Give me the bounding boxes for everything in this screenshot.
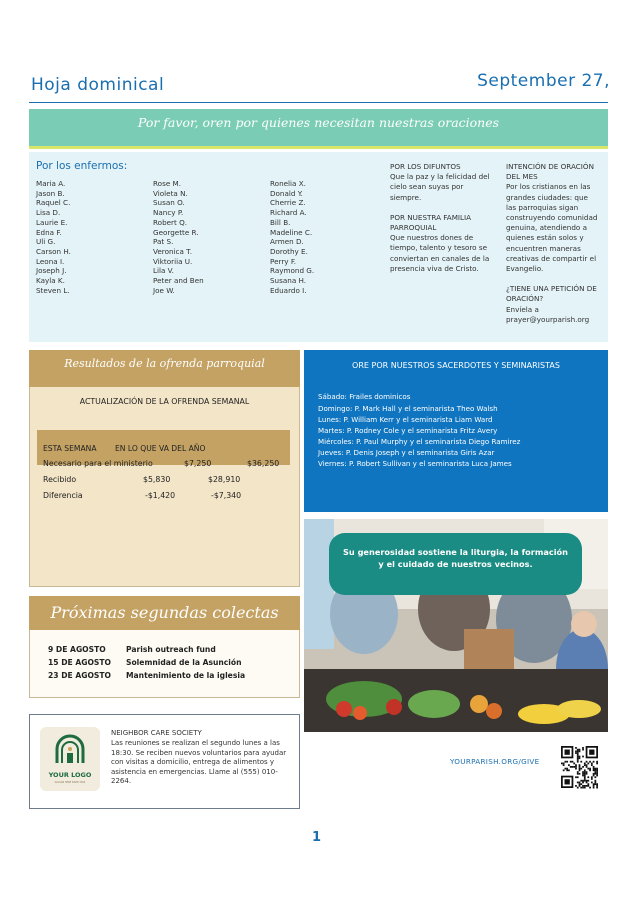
priest-schedule-line: Martes: P. Rodney Cole y el seminarista Fritz Avery [318,426,498,435]
sick-name: Peter and Ben [153,276,204,286]
sick-name: Laurie E. [36,217,68,227]
sick-name: Rose M. [153,179,182,188]
collection-date: 15 DE AGOSTO [48,658,112,667]
qr-code-icon[interactable] [561,746,598,788]
intention-block [506,162,598,324]
offering-row-label: Diferencia [43,491,83,500]
sick-name: Viktoriia U. [153,256,193,266]
sick-name: Nancy P. [153,208,184,218]
society-logo [40,727,100,791]
sick-name: Perry F. [270,256,297,266]
priest-schedule-line: Sábado: Frailes dominicos [318,392,411,401]
sick-name: Joseph J. [36,266,67,276]
sick-list-title: Por los enfermos: [36,160,128,172]
sick-names-column-3 [270,179,380,295]
sick-name: Donald Y. [270,188,303,198]
society-body: Las reuniones se realizan el segundo lunes a las 18:30. Se reciben nuevos voluntarios para ayudar con visitas a domicilio, entrega de alimentos y asistencia en emergencias. Llame al (555) 010-2264. [111,739,287,786]
priest-schedule-line: Viernes: P. Robert Sullivan y el seminarista Luca James [318,459,512,468]
header-divider [29,102,608,103]
logo-text: YOUR LOGO [48,771,92,779]
collection-name: Mantenimiento de la iglesia [126,671,246,680]
intention-text: Por los cristianos en las grandes ciudades: que las parroquias sigan construyendo comunidad genuina, atendiendo a quienes están solos y encuentren maneras creativas de compartir el Evangelio. [506,182,598,274]
sick-name: Maria A. [36,179,66,188]
family-text: Que nuestros dones de tiempo, talento y tesoro se conviertan en canales de la presencia viva de Cristo. [390,233,490,273]
collection-name: Solemnidad de la Asunción [126,658,242,667]
sick-name: Kayla K. [36,276,65,286]
offering-row-week: $5,830 [143,475,171,484]
departed-block [390,162,490,274]
request-text: Envíela a prayer@yourparish.org [506,304,590,324]
departed-text: Que la paz y la felicidad del cielo sean suyas por siempre. [390,172,490,202]
sick-name: Lila V. [153,266,174,276]
sick-name: Georgette R. [153,227,199,237]
intention-title: INTENCIÓN DE ORACIÓN DEL MES [506,162,594,182]
offering-row-ytd: $28,910 [208,475,241,484]
sick-name: Pat S. [153,237,174,247]
page-number: 1 [312,830,322,845]
offering-row-week: $7,250 [184,459,212,468]
sick-name: Robert Q. [153,217,188,227]
sick-name: Dorothy E. [270,246,308,256]
sick-name: Raquel C. [36,198,71,208]
sick-name: Carson H. [36,246,71,256]
bulletin-title: Hoja dominical [31,75,165,95]
offering-row-label: Recibido [43,475,77,484]
sick-name: Uli G. [36,237,56,247]
sick-name: Susan O. [153,198,185,208]
sick-name: Ronelia X. [270,179,306,188]
collections-title: Próximas segundas colectas [29,596,300,630]
bulletin-date: September 27, [477,71,610,91]
sick-name: Steven L. [36,285,70,295]
family-title: POR NUESTRA FAMILIA PARROQUIAL [390,212,472,233]
sick-name: Madeline C. [270,227,313,237]
sick-name: Leona I. [36,256,65,266]
sick-name: Raymond G. [270,266,315,276]
prayer-banner: Por favor, oren por quienes necesitan nuestras oraciones [29,109,608,149]
offering-subtitle: ACTUALIZACIÓN DE LA OFRENDA SEMANAL [79,397,250,406]
priest-schedule-line: Domingo: P. Mark Hall y el seminarista Theo Walsh [318,404,498,413]
offering-col-ytd: EN LO QUE VA DEL AÑO [115,444,206,453]
sick-names-column-1 [36,179,146,295]
offering-row-ytd: -$7,340 [211,491,242,500]
logo-slogan: SLOGAN HERE SINCE 2024 [54,781,86,784]
offering-title: Resultados de la ofrenda parroquial [29,350,300,387]
give-link[interactable]: YOURPARISH.ORG/GIVE [450,757,540,766]
sick-name: Violeta N. [153,188,188,198]
sick-name: Cherrie Z. [270,198,306,208]
request-title: ¿TIENE UNA PETICIÓN DE ORACIÓN? [506,284,597,304]
offering-row-ytd: $36,250 [247,459,280,468]
priest-schedule-line: Lunes: P. William Kerr y el seminarista Liam Ward [318,415,493,424]
collection-date: 9 DE AGOSTO [48,645,106,654]
photo-quote-bubble: Su generosidad sostiene la liturgia, la formación y el cuidado de nuestros vecinos. [329,533,582,595]
sick-name: Lisa D. [36,208,61,218]
collection-date: 23 DE AGOSTO [48,671,112,680]
priest-schedule-line: Jueves: P. Denis Joseph y el seminarista Giris Azar [318,448,495,457]
sick-names-column-2 [153,179,263,295]
sick-name: Veronica T. [153,246,192,256]
sick-name: Joe W. [153,285,175,295]
sick-name: Eduardo I. [270,285,307,295]
priests-prayer-title: ORE POR NUESTROS SACERDOTES Y SEMINARISTAS [352,361,560,370]
sick-name: Edna F. [36,227,62,237]
sick-name: Susana H. [270,276,307,286]
priest-schedule-line: Miércoles: P. Paul Murphy y el seminarista Diego Ramirez [318,437,521,446]
sick-name: Richard A. [270,208,307,218]
offering-row-label: Necesario para el ministerio [43,459,153,468]
society-title: NEIGHBOR CARE SOCIETY [111,729,202,737]
sick-name: Jason B. [36,188,65,198]
sick-name: Armen D. [270,237,304,247]
sick-name: Bill B. [270,217,291,227]
departed-title: POR LOS DIFUNTOS [390,162,461,171]
collection-name: Parish outreach fund [126,645,216,654]
offering-row-week: -$1,420 [145,491,176,500]
offering-col-week: ESTA SEMANA [43,444,97,453]
